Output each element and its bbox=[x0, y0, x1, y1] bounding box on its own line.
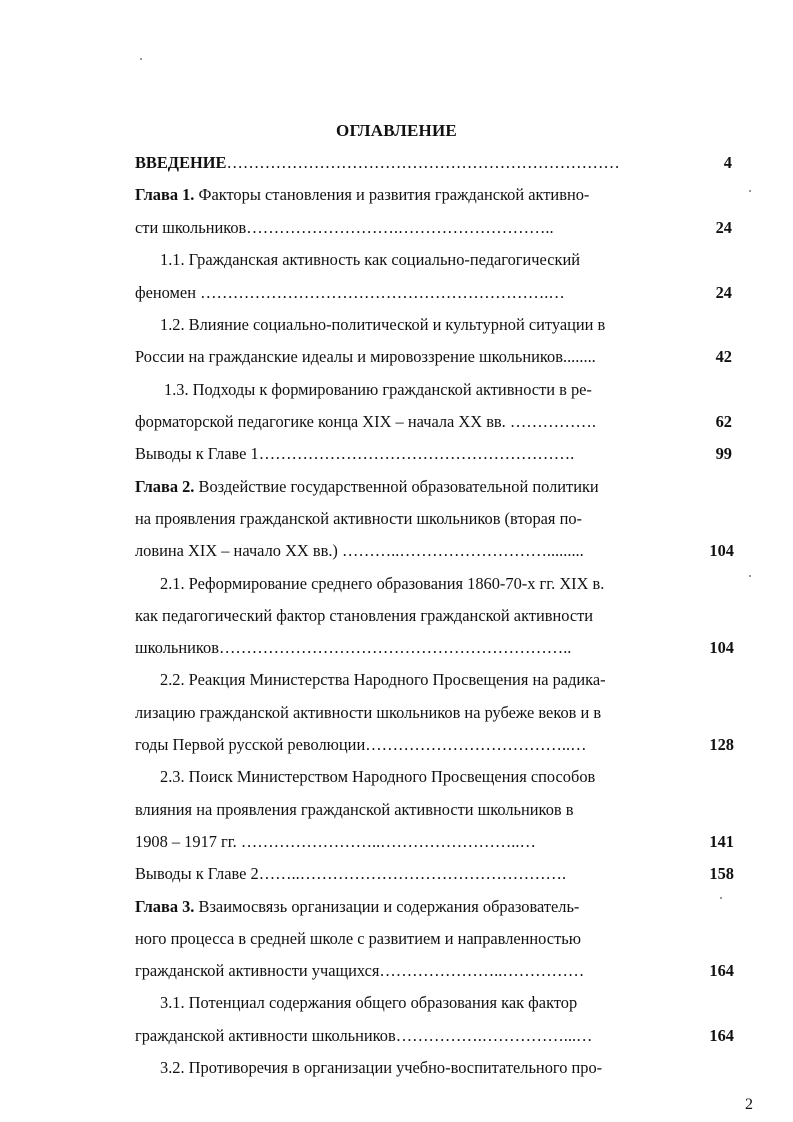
toc-entry-bold-label: ВВЕДЕНИЕ bbox=[135, 153, 227, 172]
toc-entry-text-continued: сти школьников……………………….……………………….. bbox=[135, 218, 554, 237]
toc-entry-text-continued: форматорской педагогике конца XIX – начала XX вв. ……………. bbox=[135, 412, 596, 431]
toc-page-number: 42 bbox=[715, 347, 732, 366]
scan-speck bbox=[720, 897, 722, 899]
scan-speck bbox=[140, 58, 142, 60]
toc-entry-bold-label: Глава 2. bbox=[135, 477, 195, 496]
toc-entry-text-continued: ловина XIX – начало XX вв.) ………..………………………......... bbox=[135, 541, 584, 560]
toc-entry-conclusions-2[interactable]: Выводы к Главе 2……..…………………………………………. bbox=[135, 864, 567, 883]
toc-entry-text-continued: как педагогический фактор становления гражданской активности bbox=[135, 606, 594, 625]
toc-entry-section-2-3[interactable]: 2.3. Поиск Министерством Народного Просвещения способов bbox=[160, 767, 596, 786]
toc-entry-section-2-1[interactable]: 2.1. Реформирование среднего образования 1860-70-х гг. XIX в. bbox=[160, 574, 605, 593]
toc-page-number: 24 bbox=[715, 283, 732, 302]
toc-entry-text-continued: годы Первой русской революции………………………………..… bbox=[135, 735, 587, 754]
toc-entry-section-3-1[interactable]: 3.1. Потенциал содержания общего образования как фактор bbox=[160, 993, 578, 1012]
toc-entry-chapter-3[interactable] bbox=[135, 897, 579, 917]
toc-entry-text-continued: лизацию гражданской активности школьников на рубеже веков и в bbox=[135, 703, 602, 722]
toc-page-number: 99 bbox=[715, 444, 732, 463]
toc-page-number: 164 bbox=[709, 1026, 734, 1045]
page-number: 2 bbox=[745, 1096, 753, 1113]
toc-page-number: 24 bbox=[715, 218, 732, 237]
toc-page-number: 164 bbox=[709, 961, 734, 980]
scan-speck bbox=[749, 190, 751, 192]
toc-entry-text-continued: гражданской активности школьников…………….……………...… bbox=[135, 1026, 593, 1045]
scan-speck bbox=[749, 575, 751, 577]
toc-entry-introduction[interactable] bbox=[135, 153, 620, 173]
toc-entry-text: Взаимосвязь организации и содержания образователь- bbox=[194, 897, 580, 916]
toc-entry-bold-label: Глава 3. bbox=[135, 897, 195, 916]
toc-entry-section-2-2[interactable]: 2.2. Реакция Министерства Народного Просвещения на радика- bbox=[160, 670, 606, 689]
toc-page-number: 104 bbox=[709, 638, 734, 657]
toc-entry-conclusions-1[interactable]: Выводы к Главе 1…………………………………………………. bbox=[135, 444, 575, 463]
toc-entry-text: Воздействие государственной образовательной политики bbox=[194, 477, 599, 496]
toc-page-number: 62 bbox=[715, 412, 732, 431]
toc-entry-text: ……………………………………………………………… bbox=[226, 153, 620, 172]
toc-entry-bold-label: Глава 1. bbox=[135, 185, 195, 204]
toc-entry-text-continued: на проявления гражданской активности школьников (вторая по- bbox=[135, 509, 582, 528]
toc-page-number: 158 bbox=[709, 864, 734, 883]
toc-entry-chapter-1[interactable] bbox=[135, 185, 589, 205]
toc-entry-text-continued: феномен ……………………………………………………….… bbox=[135, 283, 565, 302]
toc-entry-text-continued: влияния на проявления гражданской активности школьников в bbox=[135, 800, 574, 819]
toc-entry-chapter-2[interactable] bbox=[135, 477, 599, 497]
toc-entry-text-continued: 1908 – 1917 гг. ……………………..……………………..… bbox=[135, 832, 536, 851]
toc-entry-text-continued: школьников……………………………………………………….. bbox=[135, 638, 572, 657]
toc-page-number: 141 bbox=[709, 832, 734, 851]
toc-entry-section-3-2[interactable]: 3.2. Противоречия в организации учебно-воспитательного про- bbox=[160, 1058, 603, 1077]
toc-title: ОГЛАВЛЕНИЕ bbox=[336, 121, 457, 140]
toc-entry-text-continued: России на гражданские идеалы и мировоззрение школьников........ bbox=[135, 347, 596, 366]
toc-entry-section-1-1[interactable]: 1.1. Гражданская активность как социально-педагогический bbox=[160, 250, 581, 269]
toc-page-number: 4 bbox=[723, 153, 732, 172]
toc-entry-text: Факторы становления и развития гражданской активно- bbox=[194, 185, 590, 204]
toc-page-number: 128 bbox=[709, 735, 734, 754]
toc-page-number: 104 bbox=[709, 541, 734, 560]
toc-entry-section-1-3[interactable]: 1.3. Подходы к формированию гражданской активности в ре- bbox=[164, 380, 592, 399]
toc-entry-text-continued: гражданской активности учащихся…………………..…………… bbox=[135, 961, 585, 980]
toc-entry-text-continued: ного процесса в средней школе с развитием и направленностью bbox=[135, 929, 581, 948]
toc-entry-section-1-2[interactable]: 1.2. Влияние социально-политической и культурной ситуации в bbox=[160, 315, 606, 334]
